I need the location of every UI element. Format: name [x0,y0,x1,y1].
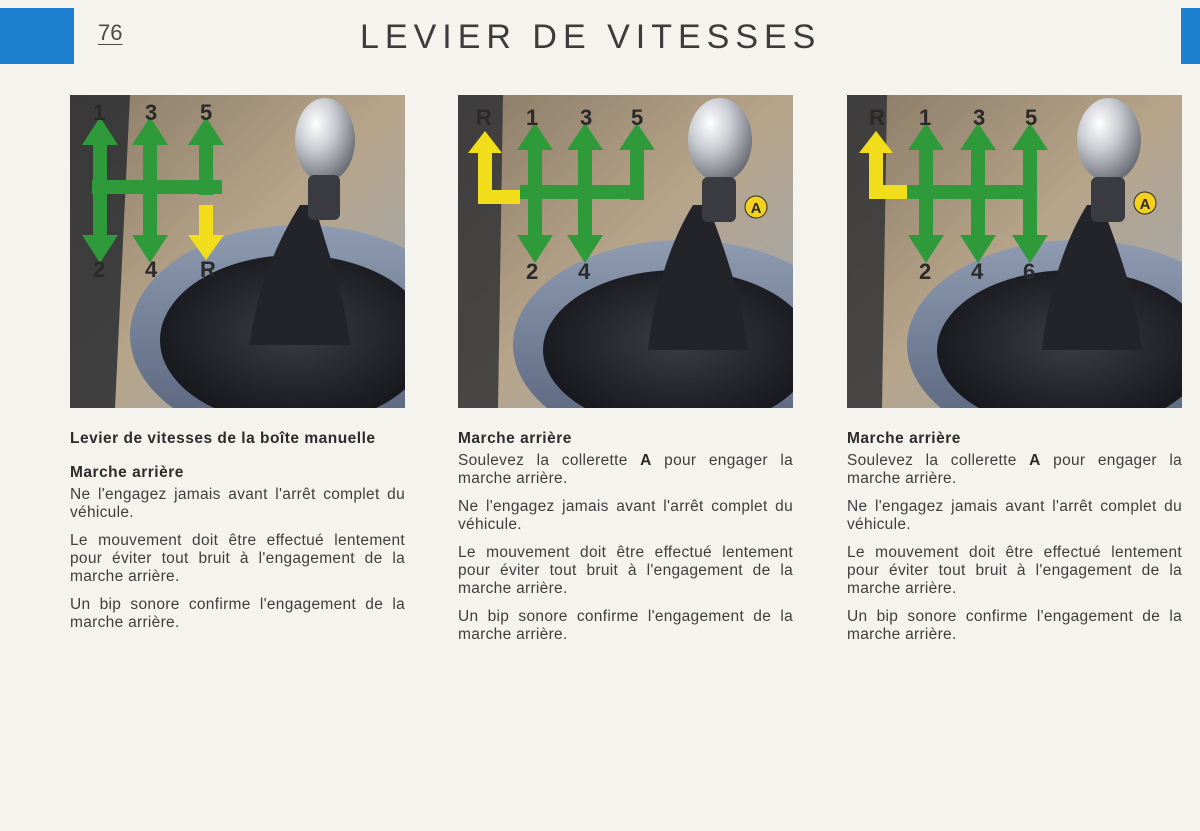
badge-a: A [750,200,762,217]
section-tab-left [0,8,74,64]
column-reverse-gear-6 [847,95,1182,654]
section-heading: Marche arrière [458,430,572,447]
paragraph: Ne l'engagez jamais avant l'arrêt complet du véhicule. [70,486,405,521]
page-title: LEVIER DE VITESSES [360,18,822,56]
gear-label: 1 [526,105,539,130]
gear-lever-photo [458,95,793,408]
gear-label: 4 [971,259,984,284]
page-number: 76 [98,20,123,45]
gear-label: 2 [919,259,932,284]
paragraph: Le mouvement doit être effectué lentement pour éviter tout bruit à l'engagement de la marche arrière. [847,544,1182,597]
gear-label: R [869,105,885,130]
paragraph-intro: Soulevez la collerette A pour engager la marche arrière. [847,452,1182,487]
badge-a: A [1139,196,1151,213]
gear-lever-photo [70,95,405,408]
gear-label: 2 [526,259,539,284]
gear-label: 5 [631,105,644,130]
paragraph: Un bip sonore confirme l'engagement de la marche arrière. [847,608,1182,643]
section-tab-right [1181,8,1200,64]
paragraph: Un bip sonore confirme l'engagement de la marche arrière. [458,608,793,643]
paragraph: Ne l'engagez jamais avant l'arrêt complet du véhicule. [458,498,793,533]
gear-label: 5 [200,100,213,125]
gear-label: 4 [578,259,591,284]
paragraph: Ne l'engagez jamais avant l'arrêt complet du véhicule. [847,498,1182,533]
gear-label: 6 [1023,259,1036,284]
gear-lever-photo [847,95,1182,408]
gear-label: 5 [1025,105,1038,130]
gear-label: 3 [580,105,593,130]
gear-label: 4 [145,257,158,282]
gear-label: R [476,105,492,130]
gear-label: 1 [919,105,932,130]
gear-label: R [200,257,216,282]
column-reverse-gear-5 [458,95,793,654]
paragraph: Le mouvement doit être effectué lentement pour éviter tout bruit à l'engagement de la marche arrière. [458,544,793,597]
section-heading: Levier de vitesses de la boîte manuelle [70,430,376,447]
gear-label: 2 [93,257,106,282]
section-heading: Marche arrière [847,430,961,447]
paragraph-intro: Soulevez la collerette A pour engager la marche arrière. [458,452,793,487]
gear-label: 3 [973,105,986,130]
paragraph: Le mouvement doit être effectué lentement pour éviter tout bruit à l'engagement de la marche arrière. [70,532,405,585]
gear-label: 3 [145,100,158,125]
paragraph: Un bip sonore confirme l'engagement de la marche arrière. [70,596,405,631]
gear-label: 1 [93,100,106,125]
section-subheading: Marche arrière [70,464,184,481]
column-manual-gearbox [70,95,405,642]
